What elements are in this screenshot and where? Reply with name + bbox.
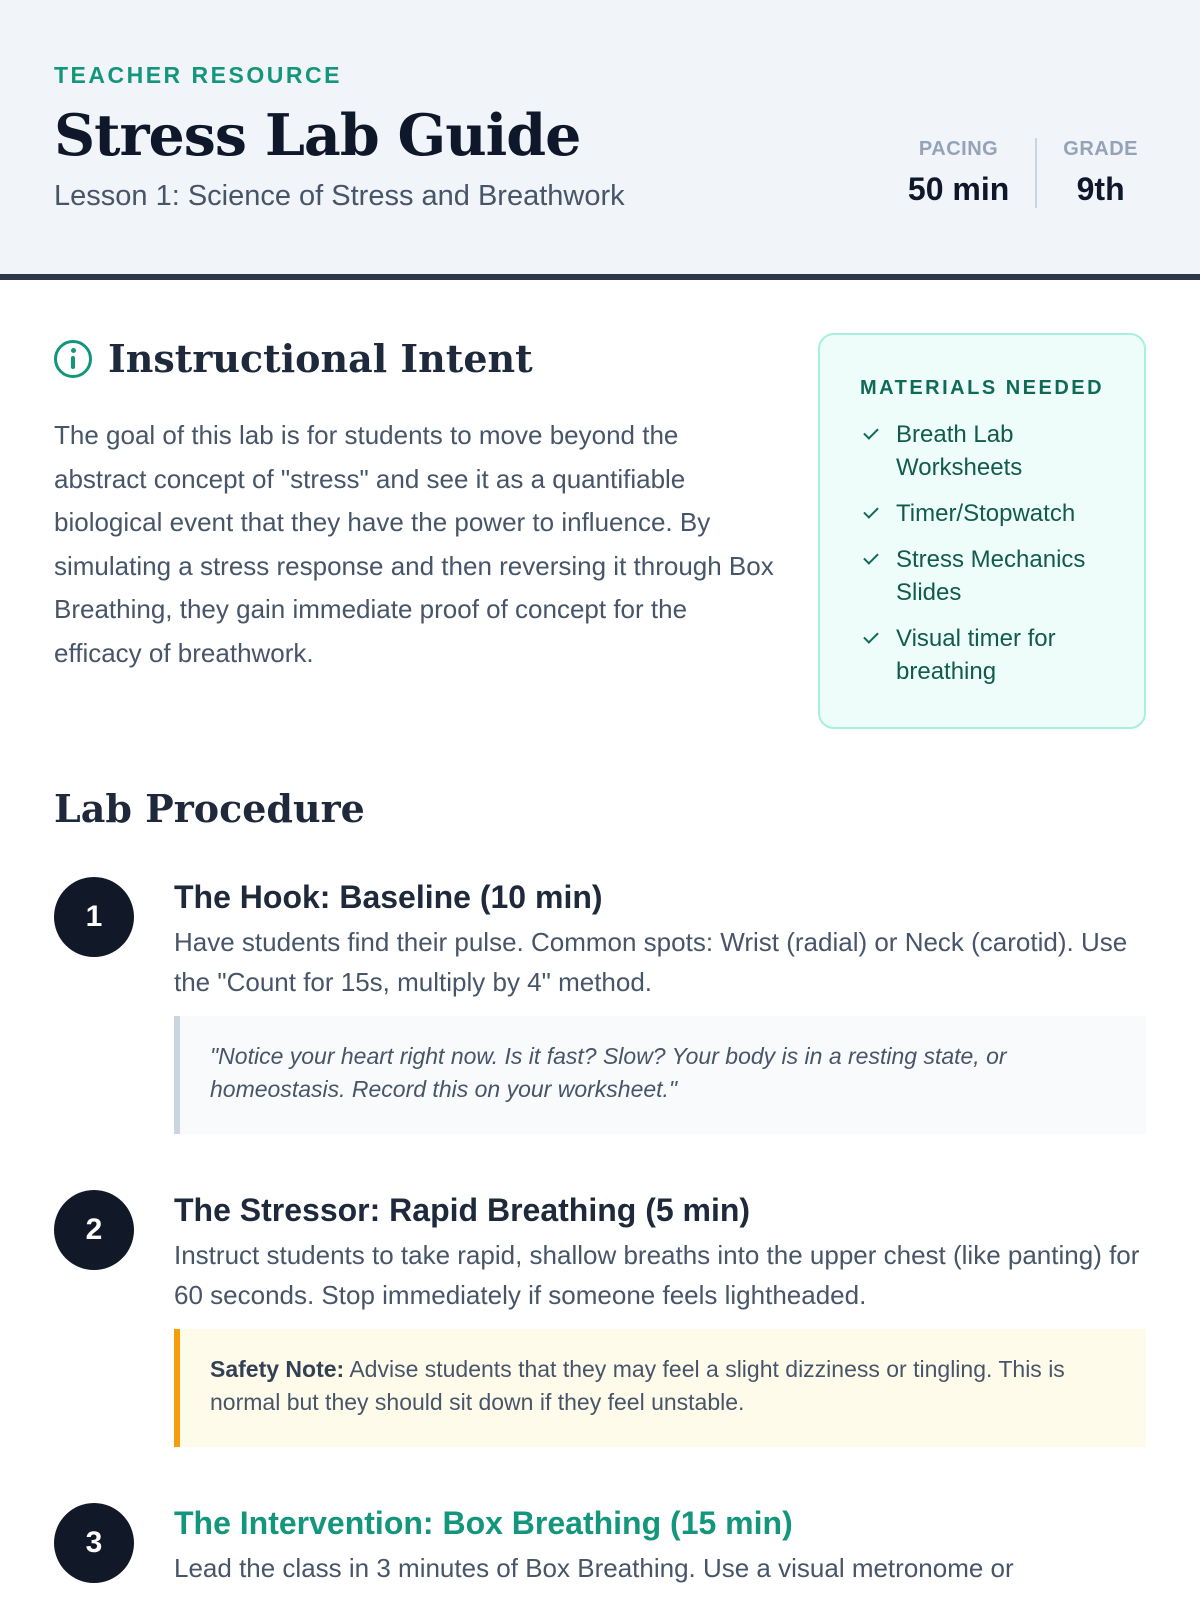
intent-body: The goal of this lab is for students to move beyond the abstract concept of "stress" and see it as a quantifiable biological event that they have the power to influence. By simulating a stress response and then reversing it through Box Breathing, they gain immediate proof of concept for the efficacy of breathwork. [54,420,774,668]
step-title: The Hook: Baseline (10 min) [174,879,603,915]
stat-value: 50 min [907,171,1010,207]
list-item [860,497,1110,530]
step-content [174,877,1146,1134]
intent-heading-row [54,336,533,381]
material-label: Visual timer for breathing [896,625,1056,685]
page-header [0,0,1200,280]
materials-list [860,418,1110,688]
stat-label: PACING [918,138,999,160]
step-content [174,1190,1146,1447]
lesson-stats [882,138,1146,208]
list-item [860,622,1110,688]
teacher-script-quote: "Notice your heart right now. Is it fast? Slow? Your body is in a resting state, or homeostasis. Record this on your worksheet." [174,1016,1146,1134]
step-title: The Stressor: Rapid Breathing (5 min) [174,1192,751,1228]
procedure-heading: Lab Procedure [54,786,365,831]
safety-note-text: Advise students that they may feel a slight dizziness or tingling. This is normal but they should sit down if they feel unstable. [210,1356,1065,1415]
materials-card [818,333,1146,729]
intent-heading: Instructional Intent [108,336,533,381]
check-icon [863,503,879,519]
materials-title: MATERIALS NEEDED [860,377,1105,399]
stat-pacing [882,138,1035,208]
step-description: Have students find their pulse. Common spots: Wrist (radial) or Neck (carotid). Use the "Count for 15s, multiply by 4" method. [174,927,1128,997]
step-description: Instruct students to take rapid, shallow breaths into the upper chest (like panting) for 60 seconds. Stop immediately if someone feels lightheaded. [174,1240,1140,1310]
step-title: The Intervention: Box Breathing (15 min) [174,1505,793,1541]
step-description: Lead the class in 3 minutes of Box Breathing. Use a visual metronome or [174,1553,1014,1583]
page-subtitle: Lesson 1: Science of Stress and Breathwork [54,180,625,212]
safety-note-label: Safety Note: [210,1356,345,1382]
step-content [174,1503,1146,1588]
info-icon [54,340,92,378]
material-label: Timer/Stopwatch [896,500,1076,527]
list-item [860,418,1110,484]
check-icon [863,549,879,565]
check-icon [863,424,879,440]
step-number-badge: 1 [54,877,134,957]
step-number-badge: 2 [54,1190,134,1270]
check-icon [863,628,879,644]
procedure-step-1 [54,877,1146,1137]
procedure-step-3 [54,1503,1146,1600]
material-label: Breath Lab Worksheets [896,421,1023,481]
list-item [860,543,1110,609]
material-label: Stress Mechanics Slides [896,546,1086,606]
eyebrow-label: TEACHER RESOURCE [54,62,342,88]
stat-grade [1035,138,1146,208]
page-title: Stress Lab Guide [54,102,581,169]
stat-label: GRADE [1063,138,1138,160]
procedure-step-2 [54,1190,1146,1450]
safety-note [174,1329,1146,1447]
stat-value: 9th [1076,171,1125,207]
step-number-badge: 3 [54,1503,134,1583]
